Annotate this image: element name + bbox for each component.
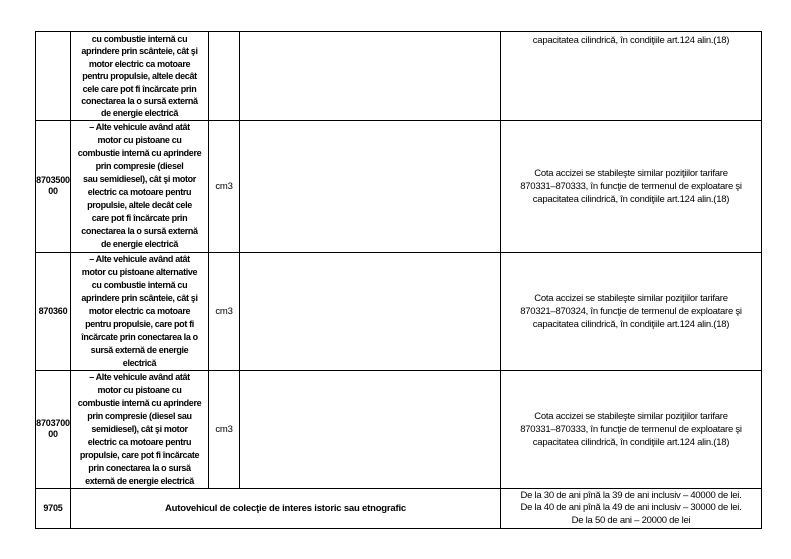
code-cell: 9705 [36,488,71,528]
tariff-table [35,31,762,529]
unit-cell: cm3 [209,120,240,252]
description-cell: – Alte vehicule având atât motor cu pistoane alternative cu combustie internă cu aprindere prin scânteie, cât şi motor electric ca motoare pentru propulsie, care pot fi încărcate prin conectarea la o sursă externă de energie electrică [71,252,209,370]
table-row [36,120,762,252]
empty-cell [240,252,501,370]
table-row [36,32,762,121]
code-cell: 8703700 00 [36,370,71,488]
table-row [36,488,762,528]
unit-cell: cm3 [209,370,240,488]
unit-cell: cm3 [209,252,240,370]
rate-cell: Cota accizei se stabileşte similar poziţiilor tarifare 870331–870333, în funcţie de termenul de exploatare şi capacitatea cilindrică, în condiţiile art.124 alin.(18) [501,370,762,488]
table-row [36,252,762,370]
description-cell: Autovehicul de colecţie de interes istoric sau etnografic [71,488,501,528]
empty-cell [240,120,501,252]
code-cell [36,32,71,121]
rate-cell: Cota accizei se stabileşte similar poziţiilor tarifare 870331–870333, în funcţie de termenul de exploatare şi capacitatea cilindrică, în condiţiile art.124 alin.(18) [501,120,762,252]
rate-cell: capacitatea cilindrică, în condiţiile art.124 alin.(18) [501,32,762,121]
unit-cell [209,32,240,121]
description-cell: – Alte vehicule având atât motor cu pistoane cu combustie internă cu aprindere prin compresie (diesel sau semidiesel), cât şi motor electric ca motoare pentru propulsie, altele decât cele care pot fi încărcate prin conectarea la o sursă externă de energie electrică [71,120,209,252]
table-row [36,370,762,488]
empty-cell [240,370,501,488]
empty-cell [240,32,501,121]
rate-cell: Cota accizei se stabileşte similar poziţiilor tarifare 870321–870324, în funcţie de termenul de exploatare şi capacitatea cilindrică, în condiţiile art.124 alin.(18) [501,252,762,370]
rate-cell: De la 30 de ani pînă la 39 de ani inclusiv – 40000 de lei. De la 40 de ani pînă la 49 de ani inclusiv – 30000 de lei. De la 50 de ani – 20000 de lei [501,488,762,528]
code-cell: 870360 [36,252,71,370]
description-cell: cu combustie internă cu aprindere prin scânteie, cât şi motor electric ca motoare pentru propulsie, altele decât cele care pot fi încărcate prin conectarea la o sursă externă de energie electrică [71,32,209,121]
description-cell: – Alte vehicule având atât motor cu pistoane cu combustie internă cu aprindere prin compresie (diesel sau semidiesel), cât şi motor electric ca motoare pentru propulsie, care pot fi încărcate prin conectarea la o sursă externă de energie electrică [71,370,209,488]
code-cell: 8703500 00 [36,120,71,252]
